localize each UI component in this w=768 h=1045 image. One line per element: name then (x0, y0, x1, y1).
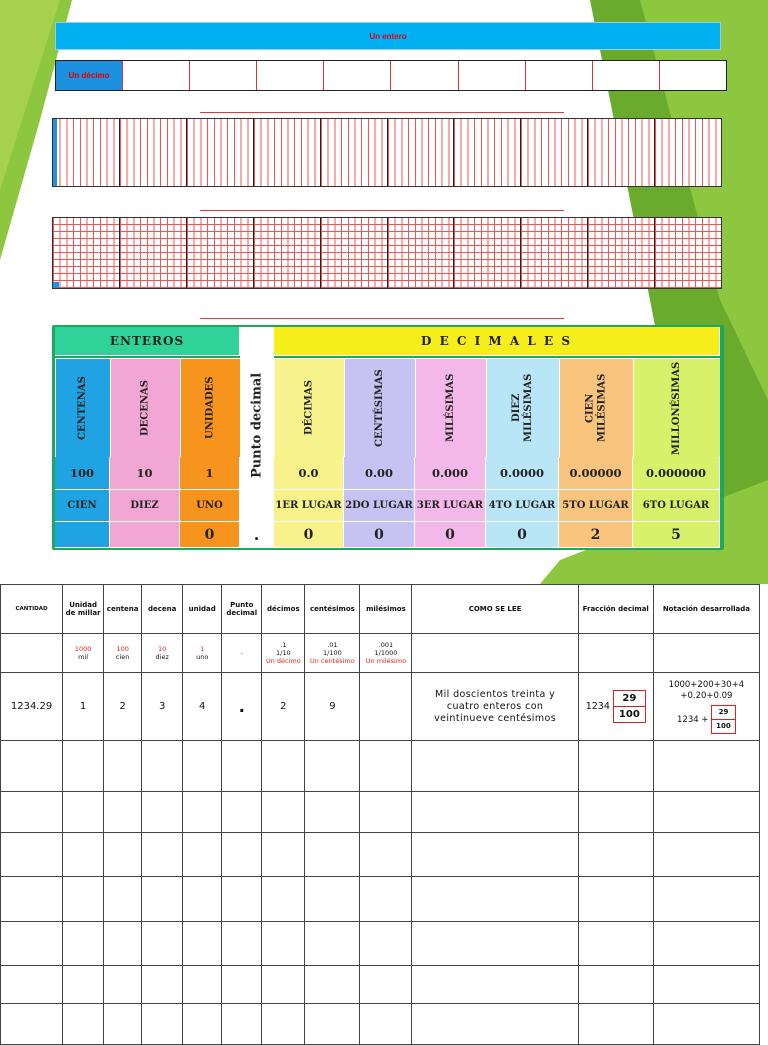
column-digit: 5 (633, 522, 720, 548)
empty-cell (104, 741, 142, 792)
decimo-c: Un décimo (265, 657, 301, 665)
hundredths-strip (52, 118, 722, 187)
empty-rows (1, 741, 760, 1045)
enteros-title: ENTEROS (55, 327, 240, 356)
hundredths-square (655, 119, 721, 186)
empty-cell (412, 877, 578, 922)
empty-row (1, 833, 760, 877)
decimo-b: 1/10 (276, 649, 291, 657)
column-value: 0.0000 (486, 457, 559, 490)
tenth-cell (593, 61, 660, 90)
empty-cell (183, 922, 222, 966)
punto-decimal-label: Punto decimal (240, 327, 274, 522)
highlight-marker (53, 282, 59, 288)
decena-num: 10 (158, 645, 167, 653)
empty-row (1, 877, 760, 922)
column-name: MILÉSIMAS (415, 358, 486, 457)
decena-word: diez (155, 653, 169, 661)
empty-row (1, 792, 760, 833)
cell (222, 634, 262, 673)
header-milesimos: milésimos (360, 585, 412, 634)
empty-cell (262, 877, 305, 922)
empty-cell (578, 741, 653, 792)
empty-cell (262, 966, 305, 1004)
empty-cell (183, 1004, 222, 1045)
empty-cell (360, 741, 412, 792)
empty-cell (1, 922, 63, 966)
cell (142, 634, 183, 673)
empty-cell (183, 877, 222, 922)
example-fraccion (578, 673, 653, 741)
unidad-num: 1 (200, 645, 205, 653)
tenth-label: Un décimo (68, 71, 110, 80)
punto-ref: - (240, 649, 243, 657)
highlight-marker (53, 119, 57, 186)
milesimo-a: .001 (378, 641, 394, 649)
header-centesimos: centésimos (305, 585, 360, 634)
empty-cell (1, 877, 63, 922)
thousandths-square (254, 218, 321, 288)
empty-cell (183, 833, 222, 877)
empty-cell (305, 877, 360, 922)
empty-cell (305, 966, 360, 1004)
millar-num: 1000 (74, 645, 92, 653)
example-lectura: Mil doscientos treinta y cuatro enteros con veintinueve centésimos (412, 673, 578, 741)
example-millar: 1 (63, 673, 104, 741)
column-digit: 0 (486, 522, 559, 548)
empty-cell (412, 792, 578, 833)
tenth-cell (257, 61, 324, 90)
hundredths-square (187, 119, 254, 186)
column-word: UNO (180, 490, 240, 522)
example-milesimos (360, 673, 412, 741)
centena-num: 100 (116, 645, 129, 653)
empty-cell (305, 741, 360, 792)
empty-cell (578, 1004, 653, 1045)
empty-cell (412, 922, 578, 966)
milesimo-b: 1/1000 (374, 649, 398, 657)
empty-cell (104, 833, 142, 877)
cell (63, 634, 104, 673)
centesimo-a: .01 (327, 641, 338, 649)
cell (578, 634, 653, 673)
notacion-whole: 1234 + (677, 714, 709, 725)
tenth-cell (190, 61, 257, 90)
column-value: 100 (55, 457, 110, 490)
cell (1, 634, 63, 673)
cell (183, 634, 222, 673)
column-word: 5TO LUGAR (559, 490, 633, 522)
empty-cell (63, 741, 104, 792)
decimo-a: .1 (280, 641, 287, 649)
empty-cell (1, 833, 63, 877)
empty-cell (222, 833, 262, 877)
header-decena: decena (142, 585, 183, 634)
column-name: DECENAS (110, 358, 180, 457)
hundredths-square (254, 119, 321, 186)
example-decena: 3 (142, 673, 183, 741)
empty-cell (262, 741, 305, 792)
frac-den: 100 (618, 709, 640, 720)
empty-cell (104, 877, 142, 922)
empty-cell (142, 922, 183, 966)
empty-cell (360, 922, 412, 966)
punto-symbol: . (240, 522, 274, 548)
header-cantidad: CANTIDAD (1, 585, 63, 634)
header-fraccion-decimal: Fracción decimal (578, 585, 653, 634)
frac-whole: 1234 (585, 701, 610, 712)
empty-cell (653, 833, 759, 877)
header-punto-decimal: Punto decimal (222, 585, 262, 634)
thousandths-square (53, 218, 120, 288)
empty-cell (653, 1004, 759, 1045)
empty-cell (578, 833, 653, 877)
empty-cell (360, 792, 412, 833)
column-name: CIEN MILÉSIMAS (559, 358, 633, 457)
empty-cell (1, 741, 63, 792)
empty-cell (222, 877, 262, 922)
column-word: 3ER LUGAR (415, 490, 486, 522)
column-word: 6TO LUGAR (633, 490, 720, 522)
unidad-word: uno (196, 653, 209, 661)
empty-cell (222, 741, 262, 792)
empty-cell (653, 741, 759, 792)
example-notacion (653, 673, 759, 741)
empty-cell (104, 922, 142, 966)
empty-cell (653, 966, 759, 1004)
empty-cell (222, 1004, 262, 1045)
thousandths-square (521, 218, 588, 288)
empty-cell (183, 966, 222, 1004)
thousandths-square (655, 218, 721, 288)
tenth-cell (660, 61, 726, 90)
empty-cell (578, 792, 653, 833)
column-digit (55, 522, 110, 548)
frac-num: 29 (614, 691, 645, 707)
column-name: CENTÉSIMAS (344, 358, 415, 457)
millar-word: mil (78, 653, 89, 661)
empty-cell (360, 966, 412, 1004)
tenth-cell-highlighted (56, 61, 123, 90)
column-word: CIEN (55, 490, 110, 522)
notacion-num: 29 (712, 706, 735, 720)
empty-cell (63, 966, 104, 1004)
example-row (1, 673, 760, 741)
example-centesimos: 9 (305, 673, 360, 741)
header-centena: centena (104, 585, 142, 634)
empty-cell (183, 741, 222, 792)
cell (104, 634, 142, 673)
empty-row (1, 922, 760, 966)
header-como-se-lee: COMO SE LEE (412, 585, 578, 634)
cell (305, 634, 360, 673)
whole-unit-label: Un entero (369, 31, 407, 41)
empty-cell (412, 1004, 578, 1045)
divider-line (200, 210, 564, 211)
empty-cell (63, 833, 104, 877)
column-word: 4TO LUGAR (486, 490, 559, 522)
empty-cell (142, 966, 183, 1004)
hundredths-square (53, 119, 120, 186)
thousandths-square (454, 218, 521, 288)
centena-word: cien (115, 653, 130, 661)
empty-cell (578, 966, 653, 1004)
thousandths-square (120, 218, 187, 288)
example-cantidad: 1234.29 (1, 673, 63, 741)
header-row (1, 585, 760, 634)
hundredths-square (388, 119, 455, 186)
empty-cell (262, 792, 305, 833)
tenth-cell (526, 61, 593, 90)
example-centena: 2 (104, 673, 142, 741)
empty-cell (104, 1004, 142, 1045)
tenth-cell (459, 61, 526, 90)
hundredths-square (120, 119, 187, 186)
example-punto: . (222, 673, 262, 741)
decimal-worksheet-table (0, 584, 760, 1045)
tenth-cell (391, 61, 458, 90)
divider-line (200, 112, 564, 113)
empty-cell (222, 922, 262, 966)
empty-cell (104, 966, 142, 1004)
empty-cell (222, 966, 262, 1004)
column-name: DIEZ MILÉSIMAS (486, 358, 559, 457)
empty-cell (262, 1004, 305, 1045)
empty-cell (305, 1004, 360, 1045)
divider-line (200, 318, 564, 319)
column-value: 0.000 (415, 457, 486, 490)
example-decimos: 2 (262, 673, 305, 741)
thousandths-square (388, 218, 455, 288)
empty-cell (360, 833, 412, 877)
notacion-den: 100 (716, 721, 731, 730)
empty-cell (305, 833, 360, 877)
header-notacion-desarrollada: Notación desarrollada (653, 585, 759, 634)
empty-cell (142, 877, 183, 922)
empty-row (1, 966, 760, 1004)
column-digit (110, 522, 180, 548)
column-digit: 0 (344, 522, 415, 548)
header-decimos: décimos (262, 585, 305, 634)
whole-unit-bar (55, 22, 721, 50)
thousandths-square (321, 218, 388, 288)
hundredths-square (454, 119, 521, 186)
empty-cell (305, 792, 360, 833)
empty-cell (142, 792, 183, 833)
column-word: DIEZ (110, 490, 180, 522)
tenth-cell (324, 61, 391, 90)
notacion-line1: 1000+200+30+4 (668, 679, 745, 690)
decimales-title: D E C I M A L E S (274, 327, 720, 356)
thousandths-square (588, 218, 655, 288)
empty-cell (262, 833, 305, 877)
cell (653, 634, 759, 673)
empty-cell (412, 833, 578, 877)
column-digit: 0 (415, 522, 486, 548)
example-unidad: 4 (183, 673, 222, 741)
reference-row (1, 634, 760, 673)
empty-cell (1, 1004, 63, 1045)
column-name: MILLONÉSIMAS (633, 358, 720, 457)
centesimo-c: Un centésimo (310, 657, 355, 665)
notacion-fraction-box (711, 705, 736, 734)
empty-cell (262, 922, 305, 966)
tenth-cell (123, 61, 190, 90)
cell (262, 634, 305, 673)
header-unidad-millar: Unidad de millar (63, 585, 104, 634)
empty-cell (222, 792, 262, 833)
hundredths-square (321, 119, 388, 186)
empty-cell (104, 792, 142, 833)
header-unidad: unidad (183, 585, 222, 634)
empty-cell (142, 833, 183, 877)
empty-cell (63, 792, 104, 833)
column-value: 0.0 (274, 457, 344, 490)
empty-row (1, 1004, 760, 1045)
empty-cell (578, 922, 653, 966)
empty-cell (183, 792, 222, 833)
place-value-chart (52, 325, 724, 550)
empty-cell (412, 741, 578, 792)
hundredths-square (588, 119, 655, 186)
column-name: UNIDADES (180, 358, 240, 457)
column-value: 0.00 (344, 457, 415, 490)
column-word: 1ER LUGAR (274, 490, 344, 522)
milesimo-c: Un milésimo (365, 657, 407, 665)
fraction-box (613, 690, 646, 723)
centesimo-b: 1/100 (323, 649, 342, 657)
column-word: 2DO LUGAR (344, 490, 415, 522)
thousandths-strip (52, 217, 722, 289)
column-value: 0.000000 (633, 457, 720, 490)
empty-cell (360, 877, 412, 922)
empty-cell (63, 922, 104, 966)
empty-cell (63, 877, 104, 922)
column-digit: 0 (274, 522, 344, 548)
thousandths-square (187, 218, 254, 288)
empty-cell (412, 966, 578, 1004)
empty-cell (653, 922, 759, 966)
empty-cell (653, 792, 759, 833)
column-digit: 2 (559, 522, 633, 548)
empty-row (1, 741, 760, 792)
empty-cell (360, 1004, 412, 1045)
hundredths-square (521, 119, 588, 186)
cell (412, 634, 578, 673)
empty-cell (653, 877, 759, 922)
empty-cell (1, 792, 63, 833)
column-value: 0.00000 (559, 457, 633, 490)
column-value: 1 (180, 457, 240, 490)
tenths-strip (55, 60, 727, 91)
empty-cell (1, 966, 63, 1004)
empty-cell (142, 741, 183, 792)
column-value: 10 (110, 457, 180, 490)
empty-cell (578, 877, 653, 922)
empty-cell (63, 1004, 104, 1045)
notacion-line2: +0.20+0.09 (680, 690, 733, 701)
column-digit: 0 (180, 522, 240, 548)
column-name: DÉCIMAS (274, 358, 344, 457)
empty-cell (305, 922, 360, 966)
cell (360, 634, 412, 673)
column-name: CENTENAS (55, 358, 110, 457)
empty-cell (142, 1004, 183, 1045)
